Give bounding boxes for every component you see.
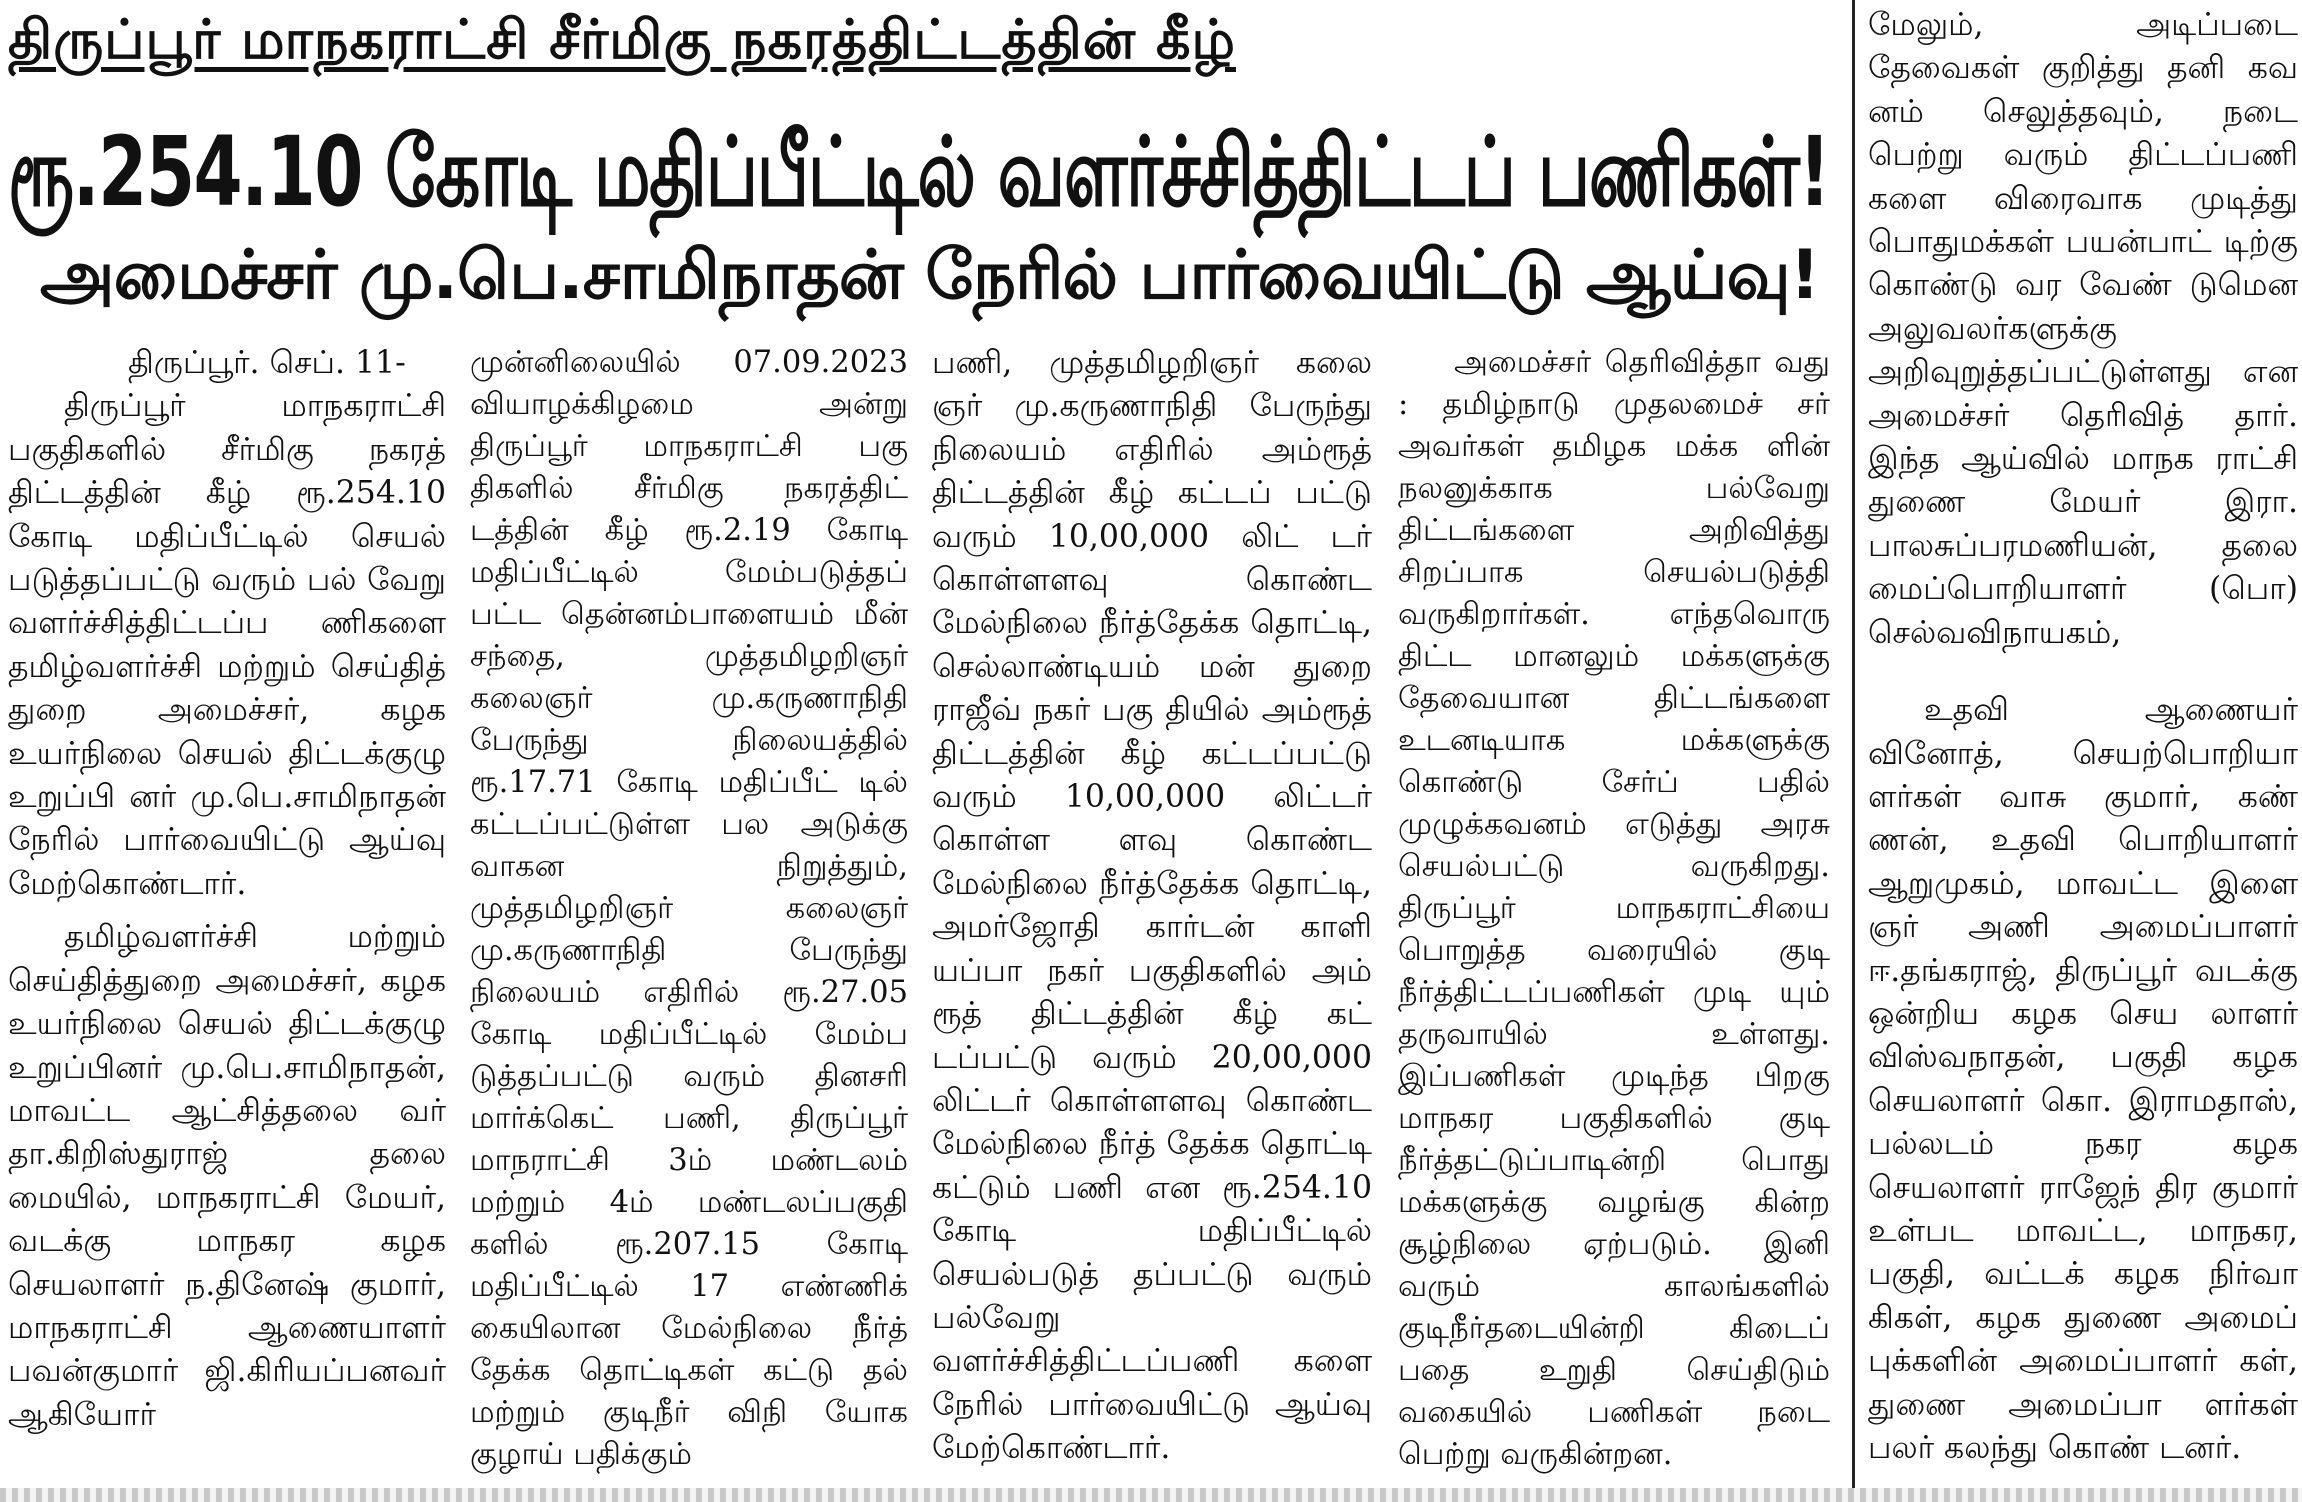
article-column-3: [932, 342, 1372, 1471]
article-paragraph: முன்னிலையில் 07.09.2023 வியாழக்கிழமை அன்று திருப்பூர் மாநகராட்சி பகு திகளில் சீர்மிகு நகரத்திட் டத்தின் கீழ் ரூ.2.19 கோடி மதிப்பீட்டில் மேம்படுத்தப் பட்ட தென்னம்பாளையம் மீன் சந்தை, முத்தமிழறிஞர் கலைஞர் மு.கருணாநிதி பேருந்து நிலையத்தில் ரூ.17.71 கோடி மதிப்பீட் டில் கட்டப்பட்டுள்ள பல அடுக்கு வாகன நிறுத்தும், முத்தமிழறிஞர் கலைஞர் மு.கருணாநிதி பேருந்து நிலையம் எதிரில் ரூ.27.05 கோடி மதிப்பீட்டில் மேம்ப டுத்தப்பட்டு வரும் தினசரி மார்க்கெட் பணி, திருப்பூர் மாநராட்சி 3ம் மண்டலம் மற்றும் 4ம் மண்டலப்பகுதி களில் ரூ.207.15 கோடி மதிப்பீட்டில் 17 எண்ணிக் கையிலான மேல்நிலை நீர்த் தேக்க தொட்டிகள் கட்டு தல் மற்றும் குடிநீர் விநி யோக குழாய் பதிக்கும்: [470, 345, 908, 1472]
article-paragraph: உதவி ஆணையர் வினோத், செயற்பொறியா ளர்கள் வாசு குமார், கண் ணன், உதவி பொறியாளர் ஆறுமுகம், மாவட்ட இளை ஞர் அணி அமைப்பாளர் ஈ.தங்கராஜ், திருப்பூர் வடக்கு ஒன்றிய கழக செய லாளர் விஸ்வநாதன், பகுதி கழக செயலாளர் கொ. இராமதாஸ், பல்லடம் நகர கழக செயலாளர் ராஜேந் திர குமார் உள்பட மாவட்ட, மாநகர, பகுதி, வட்டக் கழக நிர்வா கிகள், கழக துணை அமைப் புக்களின் அமைப்பாளர் கள், துணை அமைப்பா ளர்கள் பலர் கலந்து கொண் டனர்.: [1868, 692, 2298, 1466]
article-paragraph: தமிழ்வளர்ச்சி மற்றும் செய்தித்துறை அமைச்சர், கழக உயர்நிலை செயல் திட்டக்குழு உறுப்பினர் மு.பெ.சாமிநாதன், மாவட்ட ஆட்சித்தலை வர் தா.கிறிஸ்துராஜ் தலை மையில், மாநகராட்சி மேயர், வடக்கு மாநகர கழக செயலாளர் ந.தினேஷ் குமார், மாநகராட்சி ஆணையாளர் பவன்குமார் ஜி.கிரியப்பனவர் ஆகியோர்: [8, 919, 446, 1433]
sub-headline: அமைச்சர் மு.பெ.சாமிநாதன் நேரில் பார்வையிட்டு ஆய்வு!: [40, 236, 1820, 315]
article-column-1: [8, 342, 446, 1437]
column-divider: [1852, 0, 1855, 1488]
article-paragraph: அமைச்சர் தெரிவித்தா வது : தமிழ்நாடு முதலமைச் சர் அவர்கள் தமிழக மக்க ளின் நலனுக்காக பல்வேறு திட்டங்களை அறிவித்து சிறப்பாக செயல்படுத்தி வருகிறார்கள். எந்தவொரு திட்ட மானலும் மக்களுக்கு தேவையான திட்டங்களை உடனடியாக மக்களுக்கு கொண்டு சேர்ப் பதில் முழுக்கவனம் எடுத்து அரசு செயல்பட்டு வருகிறது. திருப்பூர் மாநகராட்சியை பொறுத்த வரையில் குடி நீர்த்திட்டப்பணிகள் முடி யும் தருவாயில் உள்ளது. இப்பணிகள் முடிந்த பிறகு மாநகர பகுதிகளில் குடி நீர்த்தட்டுப்பாடின்றி பொது மக்களுக்கு வழங்கு கின்ற சூழ்நிலை ஏற்படும். இனி வரும் காலங்களில் குடிநீர்தடையின்றி கிடைப் பதை உறுதி செய்திடும் வகையில் பணிகள் நடை பெற்று வருகின்றன.: [1398, 345, 1830, 1472]
kicker-heading: திருப்பூர் மாநகராட்சி சீர்மிகு நகரத்திட்டத்தின் கீழ்: [8, 8, 1236, 71]
page-edge-texture: [0, 1488, 2302, 1502]
headline-block: [0, 0, 1840, 335]
article-column-4: [1398, 342, 1830, 1476]
article-column-5: [1868, 4, 2298, 1470]
dateline: திருப்பூர். செப். 11-: [128, 345, 406, 381]
article-paragraph: மேலும், அடிப்படை தேவைகள் குறித்து தனி கவ னம் செலுத்தவும், நடை பெற்று வரும் திட்டப்பணி களை விரைவாக முடித்து பொதுமக்கள் பயன்பாட் டிற்கு கொண்டு வர வேண் டுமென அலுவலர்களுக்கு அறிவுறுத்தப்பட்டுள்ளது என அமைச்சர் தெரிவித் தார். இந்த ஆய்வில் மாநக ராட்சி துணை மேயர் இரா. பாலசுப்பரமணியன், தலை மைப்பொறியாளர் (பொ) செல்வவிநாயகம்,: [1868, 7, 2298, 651]
main-headline: ரூ.254.10 கோடி மதிப்பீட்டில் வளர்ச்சித்திட்டப் பணிகள்!: [8, 116, 1830, 228]
article-column-2: [470, 342, 908, 1476]
article-paragraph: பணி, முத்தமிழறிஞர் கலை ஞர் மு.கருணாநிதி பேருந்து நிலையம் எதிரில் அம்ரூத் திட்டத்தின் கீழ் கட்டப் பட்டு வரும் 10,00,000 லிட் டர் கொள்ளளவு கொண்ட மேல்நிலை நீர்த்தேக்க தொட்டி, செல்லாண்டியம் மன் துறை ராஜீவ் நகர் பகு தியில் அம்ரூத் திட்டத்தின் கீழ் கட்டப்பட்டு வரும் 10,00,000 லிட்டர் கொள்ள ளவு கொண்ட மேல்நிலை நீர்த்தேக்க தொட்டி, அமர்ஜோதி கார்டன் காளி யப்பா நகர் பகுதிகளில் அம் ரூத் திட்டத்தின் கீழ் கட் டப்பட்டு வரும் 20,00,000 லிட்டர் கொள்ளளவு கொண்ட மேல்நிலை நீர்த் தேக்க தொட்டி கட்டும் பணி என ரூ.254.10 கோடி மதிப்பீட்டில் செயல்படுத் தப்பட்டு வரும் பல்வேறு வளர்ச்சித்திட்டப்பணி களை நேரில் பார்வையிட்டு ஆய்வு மேற்கொண்டார்.: [932, 345, 1372, 1467]
article-paragraph: திருப்பூர் மாநகராட்சி பகுதிகளில் சீர்மிகு நகரத் திட்டத்தின் கீழ் ரூ.254.10 கோடி மதிப்பீட்டில் செயல் படுத்தப்பட்டு வரும் பல் வேறு வளர்ச்சித்திட்டப்ப ணிகளை தமிழ்வளர்ச்சி மற்றும் செய்தித் துறை அமைச்சர், கழக உயர்நிலை செயல் திட்டக்குழு உறுப்பி னர் மு.பெ.சாமிநாதன் நேரில் பார்வையிட்டு ஆய்வு மேற்கொண்டார்.: [8, 388, 446, 902]
